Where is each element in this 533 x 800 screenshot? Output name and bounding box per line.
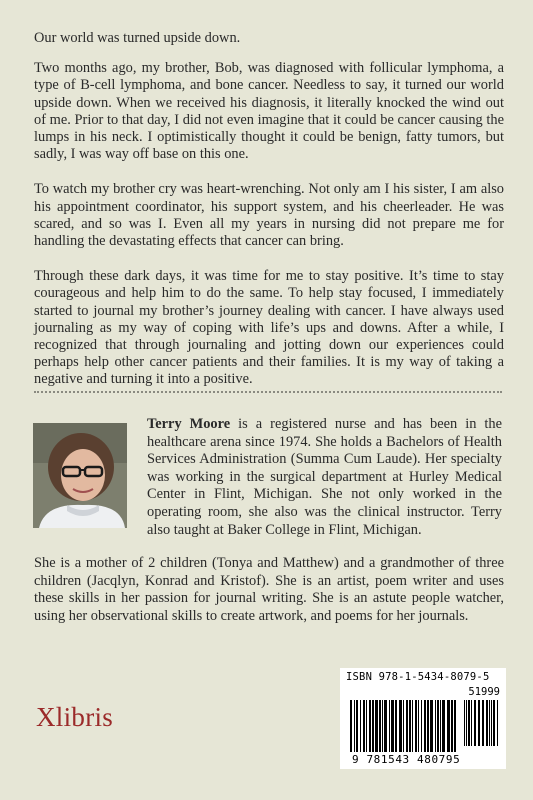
barcode-bar (430, 700, 433, 752)
barcode-bar (424, 700, 426, 752)
barcode-bar (440, 700, 441, 752)
author-family-bio: She is a mother of 2 children (Tonya and Matthew) and a grandmother of three children (Jacqlyn, Konrad and Kristof). She is an artist, poem writer and uses these skills in her passion for journal writing. She is an astute people watcher, using her observational skills to create artwork, and poems for her journals. (34, 555, 504, 624)
intro-paragraph-4: Through these dark days, it was time for me to stay positive. It’s time to stay courageous and help him to do the same. To help stay focused, I immediately started to journal my brother’s journey dealing with cancer. I have always used journaling as my way of coping with life’s ups and downs. After a while, I recognized that through journaling and jotting down our experiences could perhaps help other cancer patients and their families. It is my way of taking a negative and turning it into a positive. (34, 268, 504, 388)
barcode-addon-bar (471, 700, 472, 746)
barcode-addon-bar (491, 700, 492, 746)
isbn-label: ISBN 978-1-5434-8079-5 (346, 671, 490, 683)
barcode-bar (363, 700, 365, 752)
barcode-bar (409, 700, 411, 752)
barcode-addon-bar (497, 700, 498, 746)
barcode-bar (391, 700, 394, 752)
barcode-addon-bar (486, 700, 488, 746)
barcode-bar (421, 700, 422, 752)
barcode-bar (366, 700, 367, 752)
barcode-bar (354, 700, 355, 752)
barcode-addon-bar (464, 700, 465, 746)
barcode-bar (399, 700, 402, 752)
author-bio-text: is a registered nurse and has been in the healthcare arena since 1974. She holds a Bachelors of Health Services Administration (Summa Cum Laude). Her specialty was working in the surgical department at Hurley Medical Center in Flint, Michigan. She not only worked in the operating room, she also was the clinical instructor. Terry also taught at Baker College in Flint, Michigan. (147, 416, 502, 538)
intro-paragraph-2: Two months ago, my brother, Bob, was diagnosed with follicular lymphoma, a type of B-cell lymphoma, and bone cancer. Needless to say, it turned our world upside down. When we received his diagnosis, it literally knocked the wind out of me. Prior to that day, I did not even imagine that it could be cancer causing the lumps in his neck. I optimistically thought it could be benign, fatty tumors, but sadly, I was way off base on this one. (34, 60, 504, 163)
barcode-bar (454, 700, 456, 752)
barcode-addon-bar (482, 700, 484, 746)
barcode-bar (372, 700, 374, 752)
barcode-bar (379, 700, 381, 752)
author-photo (33, 423, 127, 528)
barcode-bar (350, 700, 352, 752)
barcode-bar (356, 700, 358, 752)
barcode-bar (395, 700, 397, 752)
barcode-bar (442, 700, 445, 752)
barcode-bar (406, 700, 408, 752)
barcode-bar (403, 700, 404, 752)
barcode-addon-bar (493, 700, 495, 746)
xlibris-logo: Xlibris (36, 702, 114, 732)
barcode-bar (451, 700, 453, 752)
barcode-addon-bar (478, 700, 480, 746)
intro-paragraph-1: Our world was turned upside down. (34, 30, 241, 46)
barcode-addon-bar (474, 700, 476, 746)
barcode-bar (382, 700, 383, 752)
price-code: 51999 (468, 686, 500, 698)
barcode-addon-bar (489, 700, 490, 746)
intro-text (34, 30, 504, 407)
barcode-bar (360, 700, 361, 752)
barcode-addon-bar (466, 700, 467, 746)
barcode-bar (447, 700, 450, 752)
barcode-bar (389, 700, 390, 752)
barcode-bar (412, 700, 413, 752)
author-bio (147, 416, 502, 539)
dotted-divider (34, 391, 502, 393)
intro-paragraph-3: To watch my brother cry was heart-wrenching. Not only am I his sister, I am also his appointment coordinator, his support system, and his cheerleader. He was scared, and so was I. Even all my years in nursing did not prepare me for handling the devastating effects that cancer can bring. (34, 181, 504, 250)
barcode-addon-bar (468, 700, 470, 746)
barcode-bar (415, 700, 417, 752)
barcode-bar (375, 700, 378, 752)
author-name: Terry Moore (147, 416, 231, 432)
barcode-bar (437, 700, 439, 752)
barcode-bar (435, 700, 436, 752)
barcode-bar (384, 700, 387, 752)
barcode-bar (418, 700, 419, 752)
barcode-bar (427, 700, 429, 752)
isbn-digits: 9 781543 480795 (352, 753, 461, 766)
barcode-bar (369, 700, 371, 752)
isbn-barcode (340, 668, 506, 769)
